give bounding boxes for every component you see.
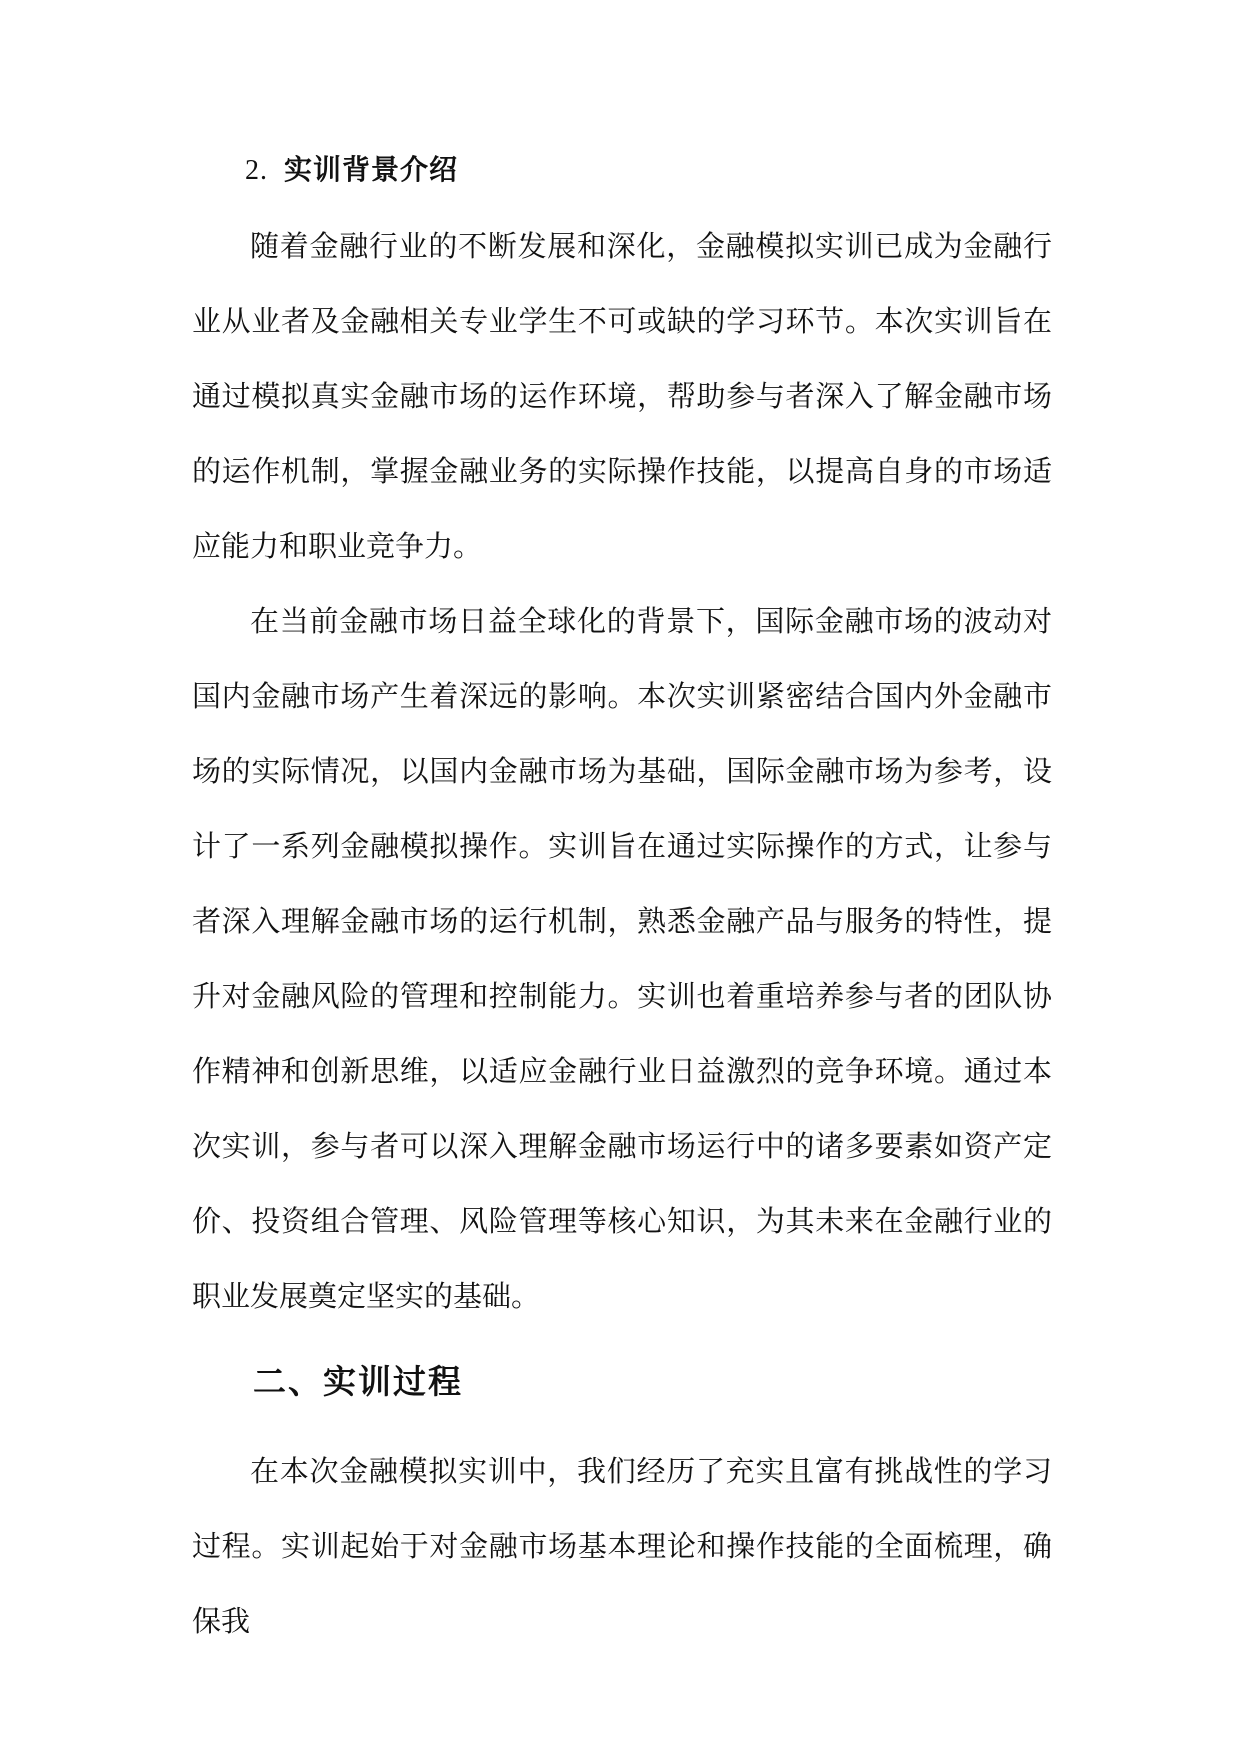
subsection-heading [245, 150, 458, 191]
paragraph-process-1: 在本次金融模拟实训中，我们经历了充实且富有挑战性的学习过程。实训起始于对金融市场基本理论和操作技能的全面梳理，确保我 [192, 1454, 1052, 1638]
paragraph-background-1: 随着金融行业的不断发展和深化，金融模拟实训已成为金融行业从业者及金融相关专业学生不可或缺的学习环节。本次实训旨在通过模拟真实金融市场的运作环境，帮助参与者深入了解金融市场的运作机制，掌握金融业务的实际操作技能，以提高自身的市场适应能力和职业竞争力。 [192, 229, 1052, 563]
section-heading: 二、实训过程 [253, 1362, 463, 1401]
subsection-title: 实训背景介绍 [284, 153, 459, 186]
paragraph-background-2: 在当前金融市场日益全球化的背景下，国际金融市场的波动对国内金融市场产生着深远的影响。本次实训紧密结合国内外金融市场的实际情况，以国内金融市场为基础，国际金融市场为参考，设计了一系列金融模拟操作。实训旨在通过实际操作的方式，让参与者深入理解金融市场的运行机制，熟悉金融产品与服务的特性，提升对金融风险的管理和控制能力。实训也着重培养参与者的团队协作精神和创新思维，以适应金融行业日益激烈的竞争环境。通过本次实训，参与者可以深入理解金融市场运行中的诸多要素如资产定价、投资组合管理、风险管理等核心知识，为其未来在金融行业的职业发展奠定坚实的基础。 [192, 604, 1052, 1313]
subsection-number: 2. [245, 155, 268, 186]
